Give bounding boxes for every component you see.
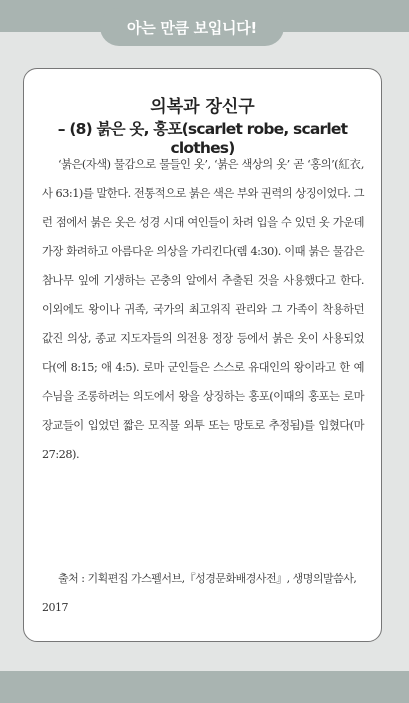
article-body: ‘붉은(자색) 물감으로 물들인 옷’, ‘붉은 색상의 옷’ 곧 ‘홍의’(紅衣, 사 63:1)를 말한다. 전통적으로 붉은 색은 부와 권력의 상징이었다. 그런 점에서 붉은 옷은 성경 시대 여인들이 차려 입을 수 있던 옷 가운데 가장 화려하고 아름다운 의상을 가리킨다(렘 4:30). 이때 붉은 물감은 참나무 잎에 기생하는 곤충의 알에서 추출된 것을 사용했다고 한다. 이외에도 왕이나 귀족, 국가의 최고위직 관리와 그 가족이 착용하던 값진 의상, 종교 지도자들의 의전용 정장 등에서 붉은 옷이 사용되었다(에 8:15; 애 4:5). 로마 군인들은 스스로 유대인의 왕이라고 한 예수님을 조롱하려는 의도에서 왕을 상징하는 홍포(이때의 홍포는 로마 장교들이 입었던 짧은 모직물 외투 또는 망토로 추정됨)를 입혔다(마 27:28). xyxy=(42,158,364,461)
article-subtitle: – (8) 붉은 옷, 홍포(scarlet robe, scarlet clothes) xyxy=(57,120,348,157)
article-source: 출처 : 기획편집 가스펠서브,『성경문화배경사전』, 생명의말씀사, 2017 xyxy=(42,572,357,614)
section-header-label: 아는 만큼 보입니다! xyxy=(127,18,257,37)
section-header-tab xyxy=(100,8,284,46)
article-card xyxy=(23,68,382,642)
bottom-band xyxy=(0,671,409,703)
article-title: 의복과 장신구 xyxy=(150,97,255,117)
